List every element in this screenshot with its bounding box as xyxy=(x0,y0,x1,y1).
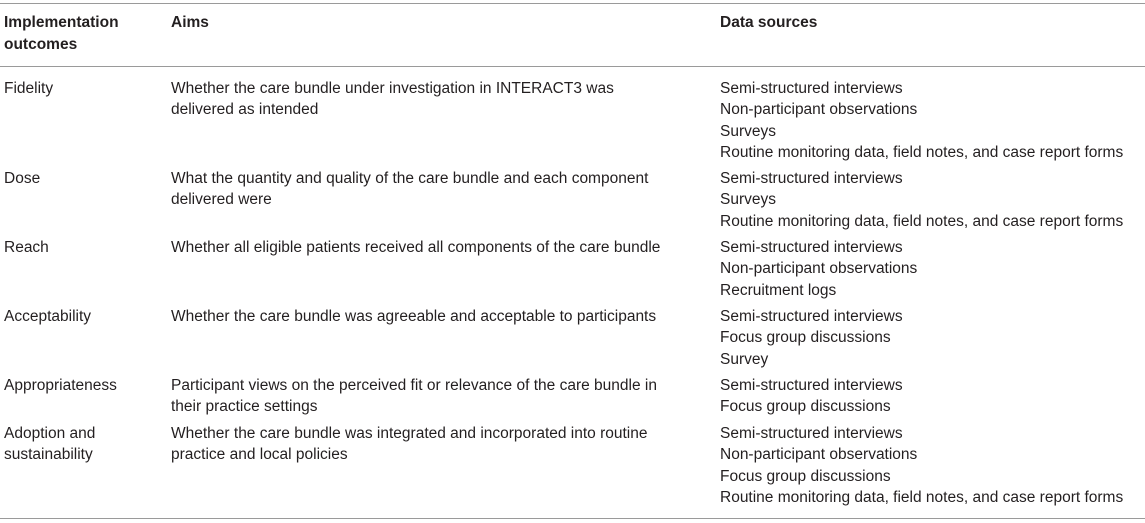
aims-cell: Whether the care bundle was integrated and incorporated into routine practice and local policies xyxy=(171,425,648,464)
table-bottom-rule xyxy=(0,518,1145,519)
source-item: Surveys xyxy=(720,191,776,209)
sources-cell xyxy=(720,423,1140,508)
source-item: Focus group discussions xyxy=(720,467,891,485)
aims-cell: What the quantity and quality of the care bundle and each component delivered were xyxy=(171,170,649,209)
source-item: Semi-structured interviews xyxy=(720,425,903,442)
outcome-cell: Acceptability xyxy=(4,308,92,325)
source-item: Non-participant observations xyxy=(720,101,918,119)
source-item: Semi-structured interviews xyxy=(720,80,903,97)
header-rule xyxy=(0,66,1145,67)
header-implementation-outcomes: Implementation outcomes xyxy=(4,14,119,53)
outcome-cell: Adoption and sustainability xyxy=(4,425,96,464)
sources-cell xyxy=(720,237,1140,301)
sources-cell xyxy=(720,78,1140,163)
aims-cell: Participant views on the perceived fit or relevance of the care bundle in their practice settings xyxy=(171,377,657,416)
outcome-cell: Fidelity xyxy=(4,80,54,97)
aims-cell: Whether the care bundle was agreeable and acceptable to participants xyxy=(171,308,657,325)
aims-cell: Whether the care bundle under investigation in INTERACT3 was delivered as intended xyxy=(171,80,614,119)
sources-cell xyxy=(720,168,1140,232)
sources-cell xyxy=(720,375,1140,418)
table-top-rule xyxy=(0,3,1145,4)
outcome-cell: Appropriateness xyxy=(4,377,117,394)
source-item: Non-participant observations xyxy=(720,446,918,464)
source-item: Semi-structured interviews xyxy=(720,377,903,394)
header-data-sources: Data sources xyxy=(720,14,818,31)
source-item: Focus group discussions xyxy=(720,329,891,347)
outcome-cell: Reach xyxy=(4,239,49,256)
outcome-cell: Dose xyxy=(4,170,41,187)
sources-cell xyxy=(720,306,1140,370)
aims-cell: Whether all eligible patients received all components of the care bundle xyxy=(171,239,661,256)
source-item: Recruitment logs xyxy=(720,281,837,299)
source-item: Semi-structured interviews xyxy=(720,170,903,187)
source-item: Non-participant observations xyxy=(720,260,918,278)
source-item: Survey xyxy=(720,350,769,368)
header-aims: Aims xyxy=(171,14,209,31)
source-item: Routine monitoring data, field notes, and case report forms xyxy=(720,212,1124,230)
source-item: Semi-structured interviews xyxy=(720,239,903,256)
source-item: Surveys xyxy=(720,122,776,140)
source-item: Routine monitoring data, field notes, and case report forms xyxy=(720,143,1124,161)
source-item: Focus group discussions xyxy=(720,398,891,416)
source-item: Routine monitoring data, field notes, and case report forms xyxy=(720,488,1124,506)
source-item: Semi-structured interviews xyxy=(720,308,903,325)
